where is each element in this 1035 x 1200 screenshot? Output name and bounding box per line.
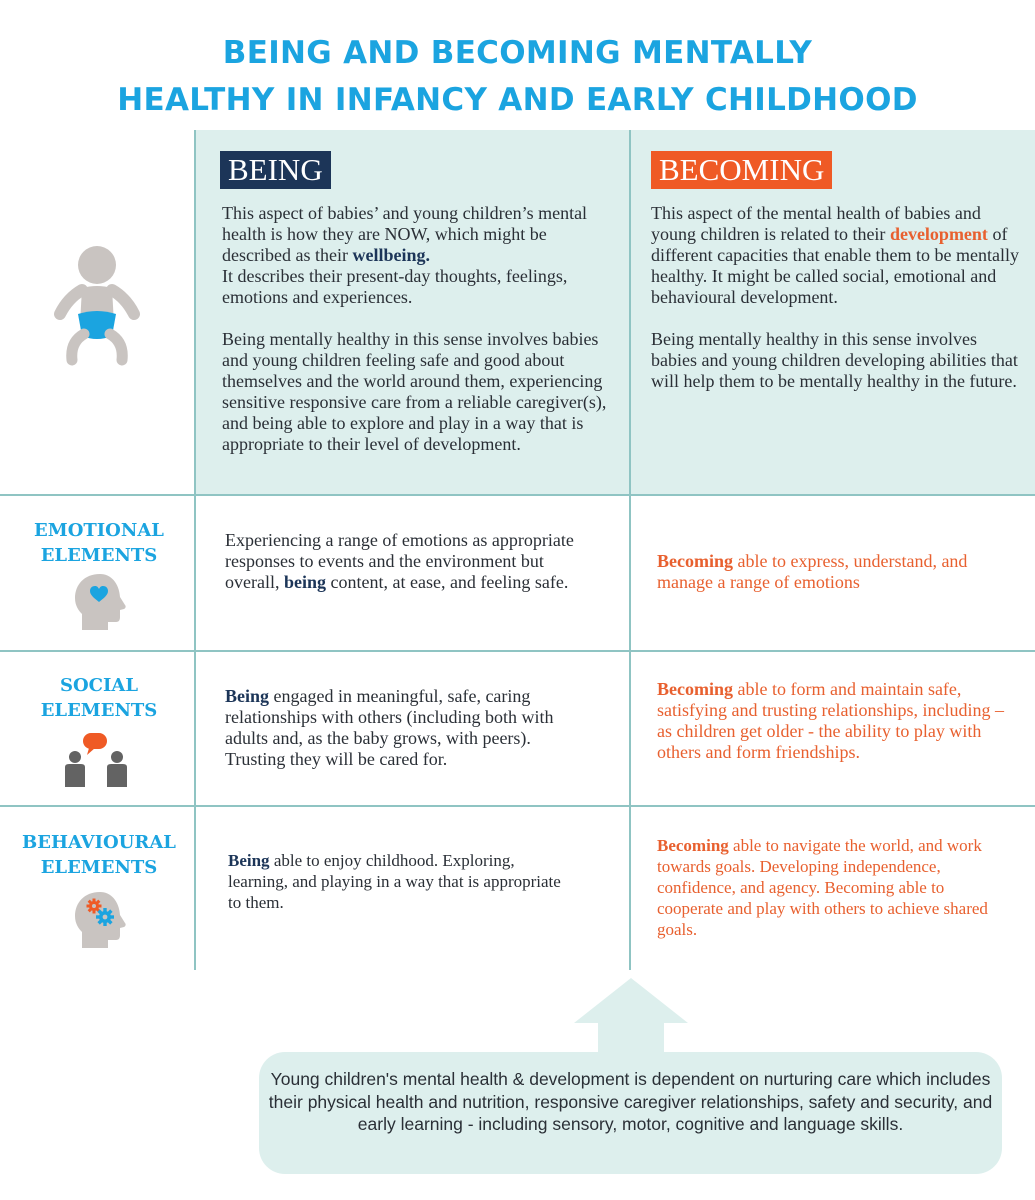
becoming-badge: BECOMING xyxy=(651,151,832,189)
behavioural-being-cell xyxy=(228,850,578,913)
baby-icon xyxy=(52,244,142,366)
being-p1-text-end: It describes their present-day thoughts, feelings, emotions and experiences. xyxy=(222,266,568,307)
social-label-line-2: ELEMENTS xyxy=(40,700,158,721)
divider-column-middle xyxy=(629,130,631,970)
being-badge: BEING xyxy=(220,151,331,189)
social-becoming-text: able to form and maintain safe, satisfying and trusting relationships, including – as children get older - the ability to play with others and form friendships. xyxy=(657,679,1004,762)
emotional-being-text-end: content, at ease, and feeling safe. xyxy=(326,572,569,592)
being-paragraph-1 xyxy=(222,203,617,308)
being-paragraph-2: Being mentally healthy in this sense involves babies and young children feeling safe and good about themselves and the world around them, experiencing sensitive responsive care from a reliable caregiver(s), and being able to explore and play in a way that is appropriate to their level of development. xyxy=(222,329,607,454)
social-elements-label xyxy=(0,673,198,723)
social-being-cell xyxy=(225,686,590,770)
social-being-keyword: Being xyxy=(225,686,270,706)
becoming-p1-text: This aspect of the mental health of babies and young children is related to their xyxy=(651,203,981,244)
title-line-1: BEING AND BECOMING MENTALLY xyxy=(222,35,813,71)
divider-row-2 xyxy=(0,650,1035,652)
emotional-becoming-text: able to express, understand, and manage a range of emotions xyxy=(657,551,968,592)
title-line-2: HEALTHY IN INFANCY AND EARLY CHILDHOOD xyxy=(117,82,918,118)
up-arrow-icon xyxy=(574,978,688,1056)
social-label-line-1: SOCIAL xyxy=(59,675,139,696)
behavioural-becoming-text: able to navigate the world, and work towards goals. Developing independence, confidence, and agency. Becoming able to cooperate and play with others to achieve shared goals. xyxy=(657,836,988,939)
behavioural-being-text: able to enjoy childhood. Exploring, learning, and playing in a way that is appropriate to them. xyxy=(228,851,561,912)
becoming-paragraph-1 xyxy=(651,203,1021,308)
behavioural-becoming-keyword: Becoming xyxy=(657,836,729,855)
emotional-becoming-cell xyxy=(657,551,1002,593)
emotional-becoming-keyword: Becoming xyxy=(657,551,733,571)
page-title xyxy=(0,30,1035,124)
social-becoming-cell xyxy=(657,679,1017,763)
becoming-p1-text-end: of different capacities that enable them to be mentally healthy. It might be called social, emotional and behavioural development. xyxy=(651,224,1020,307)
being-p1-text: This aspect of babies’ and young children’s mental health is how they are NOW, which might be described as their xyxy=(222,203,588,265)
behavioural-label-line-1: BEHAVIOURAL xyxy=(22,832,176,853)
divider-row-3 xyxy=(0,805,1035,807)
emotional-label-line-1: EMOTIONAL xyxy=(34,520,164,541)
emotional-label-line-2: ELEMENTS xyxy=(40,545,158,566)
being-description xyxy=(222,203,617,455)
emotional-being-text: Experiencing a range of emotions as appropriate responses to events and the environment but overall, xyxy=(225,530,574,592)
emotional-being-keyword: being xyxy=(283,572,326,592)
footer-text: Young children's mental health & development is dependent on nurturing care which includes their physical health and nutrition, responsive caregiver relationships, safety and security, and early learning - including sensory, motor, cognitive and language skills. xyxy=(268,1069,993,1134)
behavioural-label-line-2: ELEMENTS xyxy=(40,857,158,878)
behavioural-being-keyword: Being xyxy=(228,851,270,870)
emotional-elements-label xyxy=(0,518,198,568)
social-being-text: engaged in meaningful, safe, caring relationships with others (including both with adults and, as the baby grows, with peers). Trusting they will be cared for. xyxy=(225,686,554,769)
social-becoming-keyword: Becoming xyxy=(657,679,733,699)
heart-head-icon xyxy=(72,572,128,632)
behavioural-becoming-cell xyxy=(657,835,1012,940)
development-highlight: development xyxy=(889,224,988,244)
wellbeing-highlight: wellbeing. xyxy=(352,245,430,265)
gears-head-icon xyxy=(72,890,128,950)
speech-people-icon xyxy=(63,731,133,789)
behavioural-elements-label xyxy=(0,830,198,880)
becoming-paragraph-2: Being mentally healthy in this sense involves babies and young children developing abilities that will help them to be mentally healthy in the future. xyxy=(651,329,1018,391)
divider-row-1 xyxy=(0,494,1035,496)
emotional-being-cell xyxy=(225,530,595,593)
becoming-description xyxy=(651,203,1021,392)
